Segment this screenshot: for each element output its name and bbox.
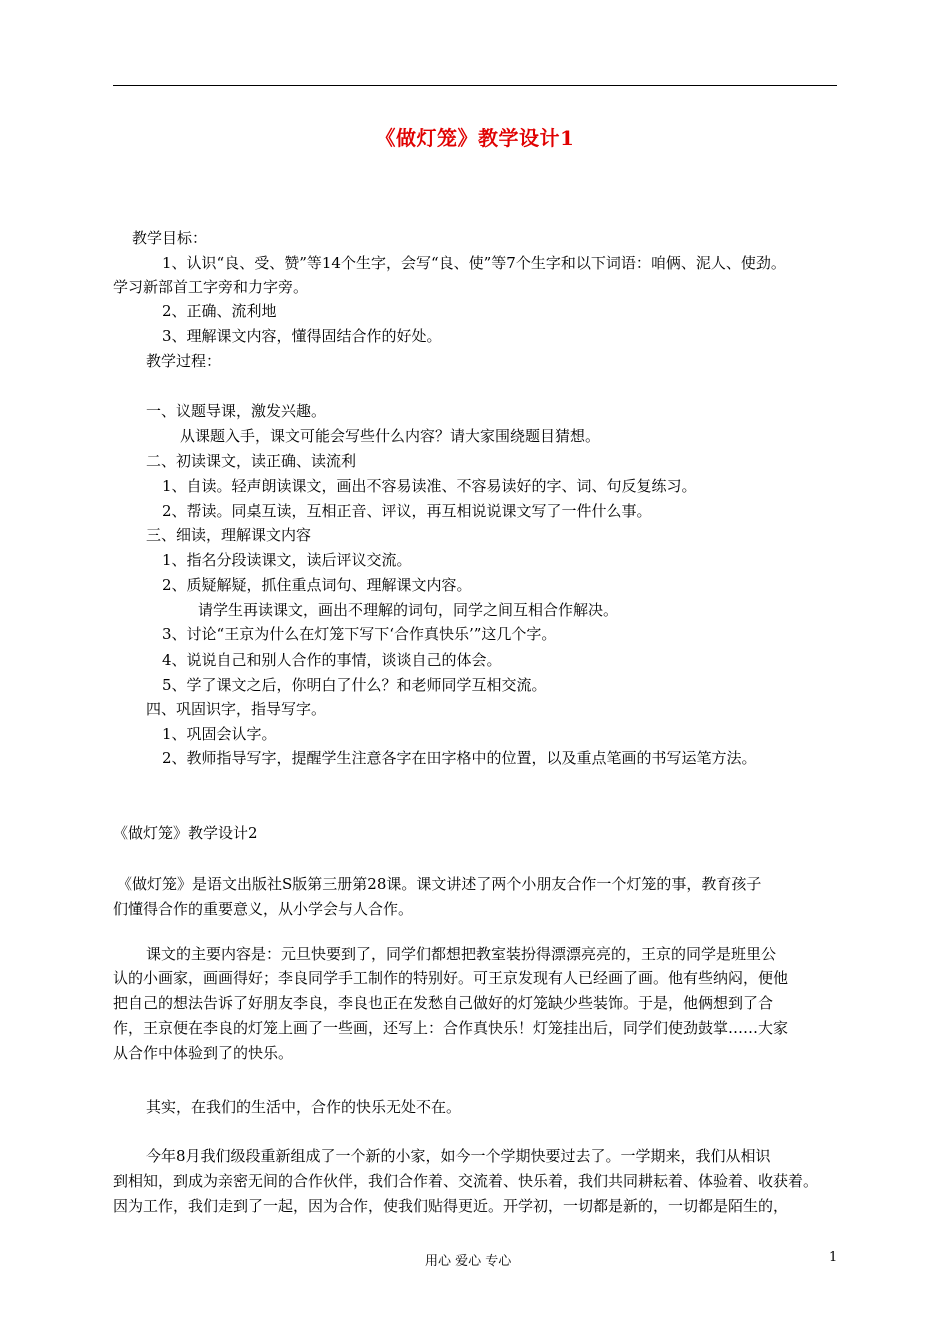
- document-title: 《做灯笼》教学设计1: [375, 126, 575, 150]
- text-line: 教学目标：: [132, 229, 208, 247]
- text-line: 《做灯笼》是语文出版社S版第三册第28课。课文讲述了两个小朋友合作一个灯笼的事，教育孩子: [117, 875, 762, 893]
- text-line: 因为工作，我们走到了一起，因为合作，使我们贴得更近。开学初，一切都是新的，一切都是陌生的，: [113, 1197, 789, 1215]
- text-line: 二、初读课文，读正确、读流利: [146, 452, 357, 470]
- text-line: 从课题入手，课文可能会写些什么内容？请大家围绕题目猜想。: [180, 427, 601, 445]
- text-line: 5、学了课文之后，你明白了什么？和老师同学互相交流。: [162, 676, 547, 694]
- text-line: 学习新部首工字旁和力字旁。: [113, 278, 309, 296]
- text-line: 2、正确、流利地: [162, 302, 277, 320]
- text-line: 请学生再读课文，画出不理解的词句，同学之间互相合作解决。: [198, 601, 619, 619]
- text-line: 1、巩固会认字。: [162, 725, 277, 743]
- text-line: 1、指名分段读课文，读后评议交流。: [162, 551, 412, 569]
- text-line: 1、认识“良、受、赞”等14个生字，会写“良、使”等7个生字和以下词语：咱俩、泥人、使劲。: [162, 254, 786, 272]
- text-line: 课文的主要内容是：元旦快要到了，同学们都想把教室装扮得漂漂亮亮的，王京的同学是班里公: [146, 945, 777, 963]
- section-heading: 《做灯笼》教学设计2: [113, 824, 258, 842]
- text-line: 作，王京便在李良的灯笼上画了一些画，还写上：合作真快乐！灯笼挂出后，同学们使劲鼓掌……大家: [113, 1019, 789, 1037]
- text-line: 1、自读。轻声朗读课文，画出不容易读准、不容易读好的字、词、句反复练习。: [162, 477, 697, 495]
- text-line: 2、教师指导写字，提醒学生注意各字在田字格中的位置，以及重点笔画的书写运笔方法。: [162, 749, 757, 767]
- header-rule: [113, 85, 837, 86]
- text-line: 其实，在我们的生活中，合作的快乐无处不在。: [146, 1098, 462, 1116]
- text-line: 今年8月我们级段重新组成了一个新的小家，如今一个学期快要过去了。一学期来，我们从相识: [146, 1147, 771, 1165]
- text-line: 到相知，到成为亲密无间的合作伙伴，我们合作着、交流着、快乐着，我们共同耕耘着、体验着、收获着。: [113, 1172, 819, 1190]
- footer-motto: 用心 爱心 专心: [425, 1254, 512, 1269]
- text-line: 认的小画家，画画得好；李良同学手工制作的特别好。可王京发现有人已经画了画。他有些纳闷，便他: [113, 969, 789, 987]
- text-line: 教学过程：: [146, 352, 222, 370]
- text-line: 三、细读，理解课文内容: [146, 526, 312, 544]
- text-line: 2、质疑解疑，抓住重点词句、理解课文内容。: [162, 576, 472, 594]
- page-number: 1: [829, 1250, 838, 1265]
- text-line: 四、巩固识字，指导写字。: [146, 700, 327, 718]
- text-line: 们懂得合作的重要意义，从小学会与人合作。: [113, 900, 414, 918]
- text-line: 一、议题导课，激发兴趣。: [146, 402, 327, 420]
- text-line: 把自己的想法告诉了好朋友李良，李良也正在发愁自己做好的灯笼缺少些装饰。于是，他俩想到了合: [113, 994, 774, 1012]
- text-line: 3、讨论“王京为什么在灯笼下写下‘合作真快乐’”这几个字。: [162, 625, 557, 643]
- text-line: 2、帮读。同桌互读，互相正音、评议，再互相说说课文写了一件什么事。: [162, 502, 652, 520]
- text-line: 3、理解课文内容，懂得固结合作的好处。: [162, 327, 442, 345]
- text-line: 从合作中体验到了的快乐。: [113, 1044, 294, 1062]
- text-line: 4、说说自己和别人合作的事情，谈谈自己的体会。: [162, 651, 502, 669]
